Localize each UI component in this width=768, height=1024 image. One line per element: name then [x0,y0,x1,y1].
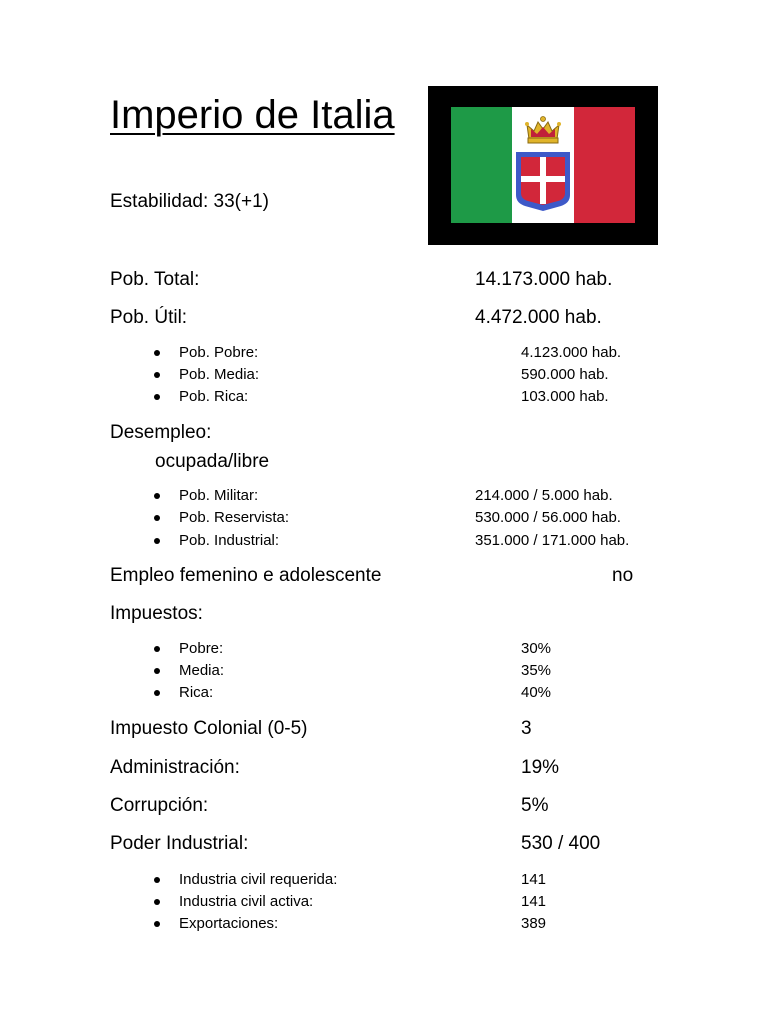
unemployment-subheader: ocupada/libre [155,451,270,472]
list-item-value: 40% [521,684,552,701]
list-item-value: 141 [521,871,547,888]
total-population-label: Pob. Total: [110,269,200,290]
list-item-label: Media: [179,662,225,679]
flag-red-stripe [574,107,635,223]
female-youth-employment-value: no [612,565,634,586]
flag-frame [428,86,658,245]
bullet-icon [154,538,160,544]
corruption-value: 5% [521,795,549,816]
list-item-label: Rica: [179,684,214,701]
bullet-icon [154,877,160,883]
administration-value: 19% [521,757,560,778]
colonial-tax-value: 3 [521,718,532,739]
list-item-label: Pob. Rica: [179,388,249,405]
administration-label: Administración: [110,757,240,778]
list-item-value: 103.000 hab. [521,388,609,405]
stability-text: Estabilidad: 33(+1) [110,191,269,212]
list-item-value: 30% [521,640,552,657]
industrial-power-label: Poder Industrial: [110,833,249,854]
page-title: Imperio de Italia [110,93,395,137]
list-item-label: Pob. Media: [179,366,260,383]
female-youth-employment-label: Empleo femenino e adolescente [110,565,382,586]
list-item-value: 530.000 / 56.000 hab. [475,509,621,526]
list-item-value: 35% [521,662,552,679]
total-population-value: 14.173.000 hab. [475,269,613,290]
unemployment-label: Desempleo: [110,422,212,443]
bullet-icon [154,394,160,400]
list-item-value: 590.000 hab. [521,366,609,383]
bullet-icon [154,668,160,674]
bullet-icon [154,921,160,927]
list-item-label: Pob. Militar: [179,487,259,504]
list-item-label: Exportaciones: [179,915,279,932]
list-item-label: Pobre: [179,640,224,657]
useful-population-value: 4.472.000 hab. [475,307,602,328]
bullet-icon [154,372,160,378]
list-item-value: 214.000 / 5.000 hab. [475,487,613,504]
list-item-label: Pob. Pobre: [179,344,259,361]
bullet-icon [154,646,160,652]
colonial-tax-label: Impuesto Colonial (0-5) [110,718,308,739]
bullet-icon [154,350,160,356]
taxes-label: Impuestos: [110,603,203,624]
list-item-value: 4.123.000 hab. [521,344,622,361]
corruption-label: Corrupción: [110,795,209,816]
useful-population-label: Pob. Útil: [110,307,188,328]
list-item-label: Pob. Reservista: [179,509,290,526]
list-item-label: Pob. Industrial: [179,532,280,549]
list-item-value: 141 [521,893,547,910]
bullet-icon [154,515,160,521]
industrial-power-value: 530 / 400 [521,833,601,854]
bullet-icon [154,899,160,905]
list-item-value: 389 [521,915,547,932]
bullet-icon [154,690,160,696]
list-item-label: Industria civil requerida: [179,871,338,888]
savoy-shield-icon [516,152,570,211]
flag-green-stripe [451,107,512,223]
list-item-value: 351.000 / 171.000 hab. [475,532,630,549]
list-item-label: Industria civil activa: [179,893,314,910]
bullet-icon [154,493,160,499]
kingdom-of-italy-flag-icon [451,107,635,223]
